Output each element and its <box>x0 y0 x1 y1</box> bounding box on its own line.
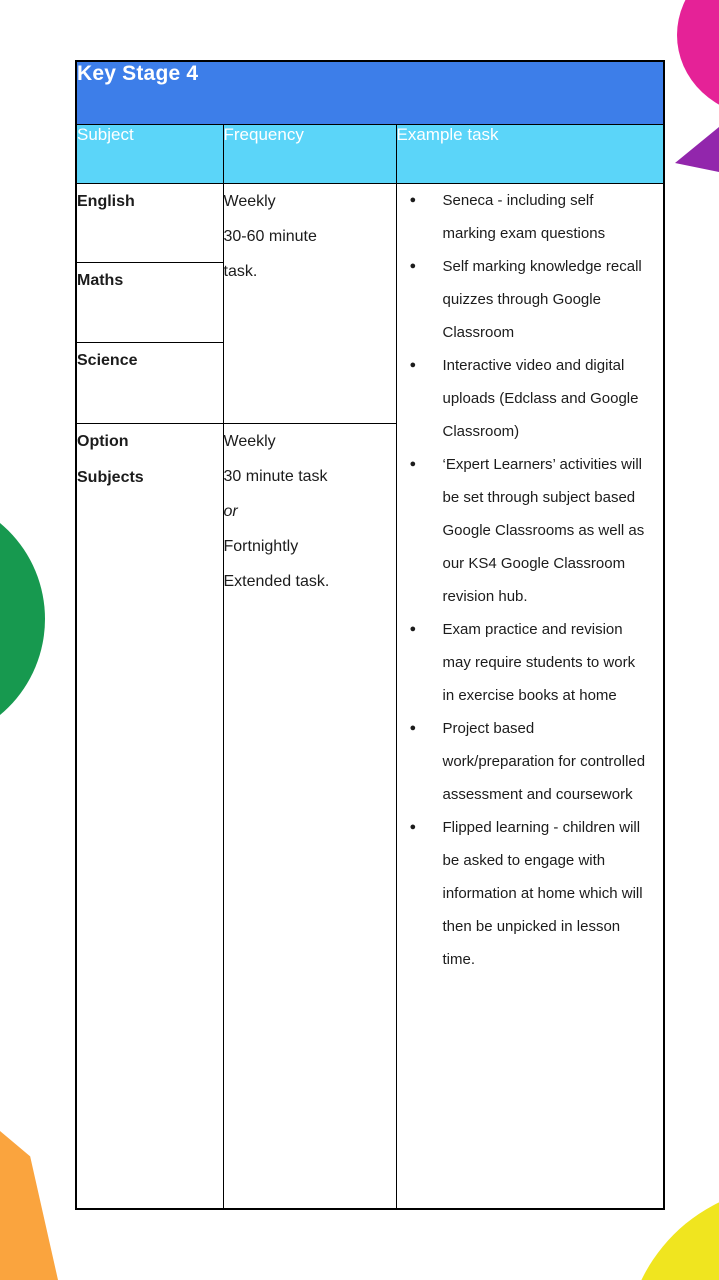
frequency-line: task. <box>223 263 258 280</box>
green-circle-decoration <box>0 494 45 744</box>
bullet-text: ‘Expert Learners’ activities will be set through subject based Google Classrooms as well as our KS4 Google Classroom revision hub. <box>442 456 645 605</box>
subject-cell-english: English <box>76 184 223 263</box>
bullet-item <box>397 613 664 712</box>
column-header-frequency: Frequency <box>223 125 396 184</box>
bullet-item <box>397 250 664 349</box>
table-title-row <box>76 61 664 125</box>
column-header-subject: Subject <box>76 125 223 184</box>
frequency-line: Weekly <box>223 433 276 450</box>
frequency-option-cell <box>223 424 396 1210</box>
frequency-core-cell <box>223 184 396 424</box>
bullet-marker-icon: ● <box>409 194 417 206</box>
bullet-item <box>397 712 664 811</box>
bullet-marker-icon: ● <box>409 722 417 734</box>
bullet-marker-icon: ● <box>409 623 417 635</box>
subject-cell-maths: Maths <box>76 263 223 343</box>
bullet-text: Project based work/preparation for controlled assessment and coursework <box>442 720 646 803</box>
bullet-text: Flipped learning - children will be asked to engage with information at home which will then be unpicked in lesson time. <box>442 819 643 968</box>
bullet-marker-icon: ● <box>409 359 417 371</box>
bullet-item <box>397 448 664 613</box>
table-title: Key Stage 4 <box>76 61 664 125</box>
subject-cell-option-subjects <box>76 424 223 1210</box>
frequency-line: 30-60 minute <box>223 228 317 245</box>
column-header-row <box>76 125 664 184</box>
bullet-text: Self marking knowledge recall quizzes through Google Classroom <box>442 258 642 341</box>
bullet-item <box>397 349 664 448</box>
orange-polygon-decoration <box>0 1131 58 1280</box>
bullet-marker-icon: ● <box>409 458 417 470</box>
frequency-line: or <box>223 503 238 520</box>
frequency-line: Weekly <box>223 193 276 210</box>
key-stage-4-table <box>75 60 665 1210</box>
frequency-line: Fortnightly <box>223 538 299 555</box>
bullet-marker-icon: ● <box>409 821 417 833</box>
frequency-line: Extended task. <box>223 573 330 590</box>
subject-cell-science: Science <box>76 343 223 424</box>
purple-triangle-decoration <box>675 127 719 172</box>
option-subjects-label: Option Subjects <box>77 433 144 486</box>
table-row-english <box>76 184 664 263</box>
bullet-text: Exam practice and revision may require students to work in exercise books at home <box>442 621 636 704</box>
frequency-line: 30 minute task <box>223 468 328 485</box>
pink-blob-decoration <box>677 0 719 116</box>
column-header-example-task: Example task <box>396 125 664 184</box>
bullet-item <box>397 184 664 250</box>
bullet-item <box>397 811 664 976</box>
example-task-cell <box>396 184 664 1210</box>
bullet-text: Seneca - including self marking exam questions <box>442 192 606 242</box>
bullet-text: Interactive video and digital uploads (Edclass and Google Classroom) <box>442 357 639 440</box>
bullet-marker-icon: ● <box>409 260 417 272</box>
